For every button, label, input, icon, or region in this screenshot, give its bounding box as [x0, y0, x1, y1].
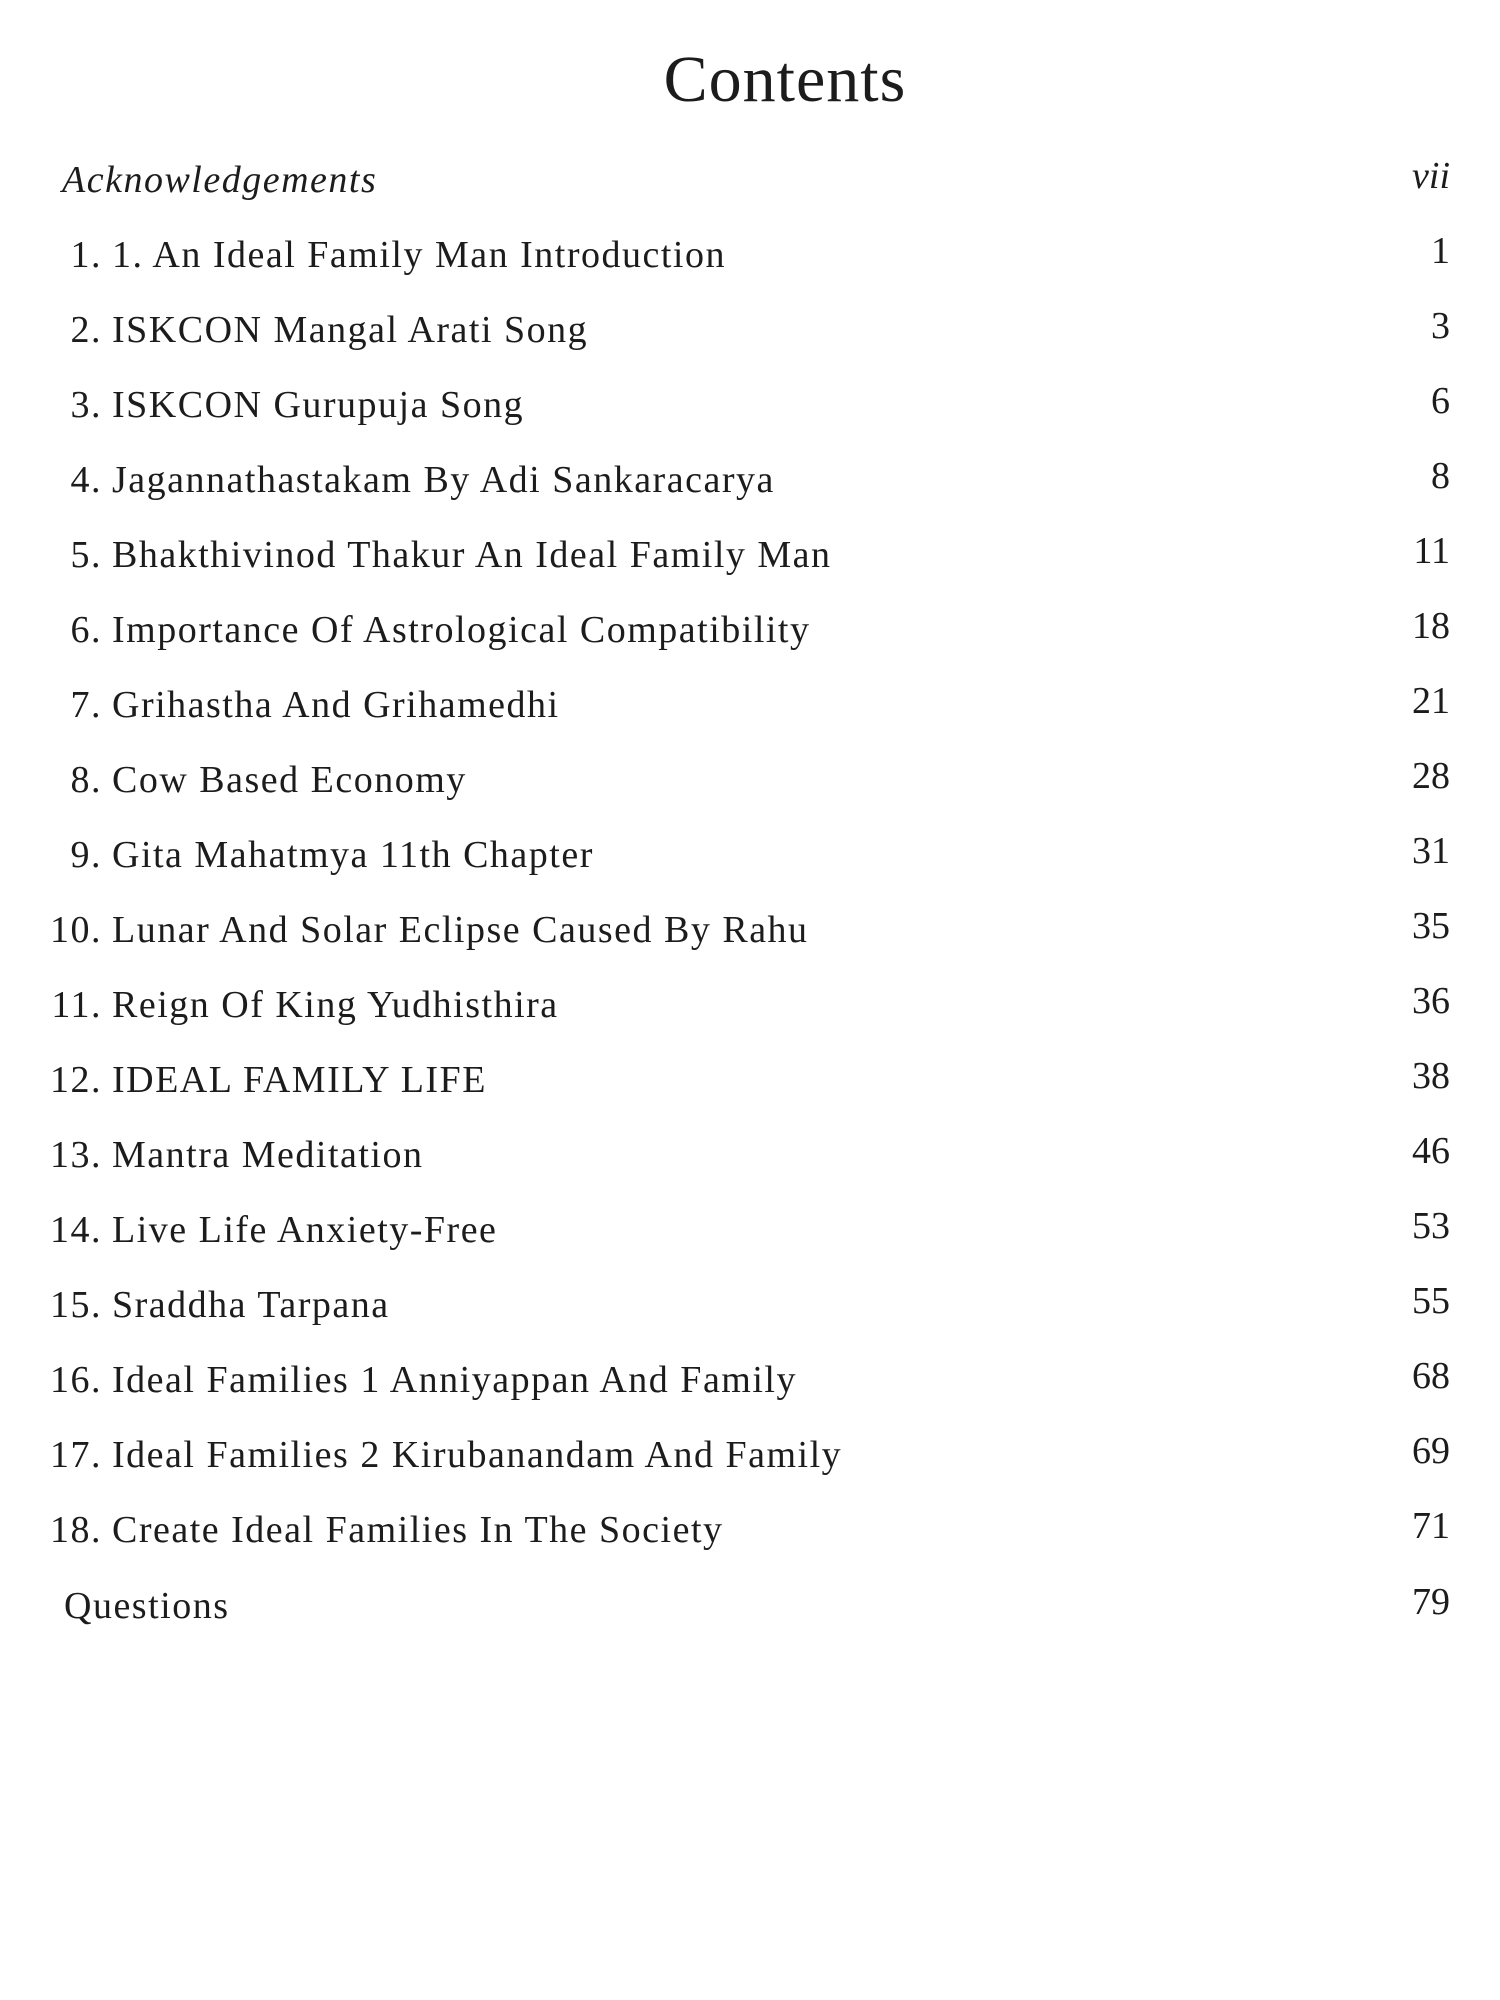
toc-title: Live Life Anxiety-Free: [112, 1209, 498, 1251]
toc-number: 17.: [50, 1434, 102, 1476]
toc-number: 7.: [70, 684, 102, 726]
toc-row-acknowledgements[interactable]: [0, 155, 1500, 218]
toc-page-number: 46: [1412, 1130, 1450, 1172]
toc-title: IDEAL FAMILY LIFE: [112, 1059, 487, 1101]
toc-number: 3.: [70, 384, 102, 426]
toc-number: 4.: [70, 459, 102, 501]
toc-number: 6.: [70, 609, 102, 651]
toc-row[interactable]: [0, 305, 1500, 368]
toc-page-number: 3: [1431, 305, 1450, 347]
toc-label: Questions: [64, 1585, 230, 1627]
toc-number: 13.: [50, 1134, 102, 1176]
toc-row[interactable]: [0, 1130, 1500, 1193]
toc-row[interactable]: [0, 230, 1500, 293]
toc-page-number: 69: [1412, 1430, 1450, 1472]
toc-page-number: 55: [1412, 1280, 1450, 1322]
toc-page-number: 68: [1412, 1355, 1450, 1397]
toc-title: Ideal Families 1 Anniyappan And Family: [112, 1359, 797, 1401]
toc-row[interactable]: [0, 530, 1500, 593]
toc-title: 1. An Ideal Family Man Introduction: [112, 234, 726, 276]
toc-page-number: 38: [1412, 1055, 1450, 1097]
toc-number: 18.: [50, 1509, 102, 1551]
toc-title: Ideal Families 2 Kirubanandam And Family: [112, 1434, 843, 1476]
toc-row[interactable]: [0, 1355, 1500, 1418]
toc-row[interactable]: [0, 455, 1500, 518]
toc-row[interactable]: [0, 1505, 1500, 1568]
page-title: Contents: [663, 43, 907, 116]
toc-row[interactable]: [0, 980, 1500, 1043]
toc-number: 8.: [70, 759, 102, 801]
toc-row-questions[interactable]: [0, 1581, 1500, 1644]
toc-number: 16.: [50, 1359, 102, 1401]
toc-row[interactable]: [0, 380, 1500, 443]
toc-page-number: 53: [1412, 1205, 1450, 1247]
toc-title: ISKCON Mangal Arati Song: [112, 309, 589, 351]
toc-title: Jagannathastakam By Adi Sankaracarya: [112, 459, 775, 501]
toc-page-number: 18: [1412, 605, 1450, 647]
toc-title: Lunar And Solar Eclipse Caused By Rahu: [112, 909, 809, 951]
toc-label: Acknowledgements: [62, 159, 378, 201]
toc-number: 5.: [70, 534, 102, 576]
toc-page-number: 8: [1431, 455, 1450, 497]
toc-page-number: 11: [1413, 530, 1450, 572]
toc-title: Grihastha And Grihamedhi: [112, 684, 560, 726]
toc-page-number: 31: [1412, 830, 1450, 872]
toc-title: Bhakthivinod Thakur An Ideal Family Man: [112, 534, 832, 576]
toc-row[interactable]: [0, 830, 1500, 893]
toc-title: Importance Of Astrological Compatibility: [112, 609, 811, 651]
toc-number: 12.: [50, 1059, 102, 1101]
toc-number: 2.: [70, 309, 102, 351]
toc-row[interactable]: [0, 755, 1500, 818]
toc-page-number: 35: [1412, 905, 1450, 947]
toc-page-number: 71: [1412, 1505, 1450, 1547]
toc-title: Reign Of King Yudhisthira: [112, 984, 559, 1026]
toc-title: Cow Based Economy: [112, 759, 467, 801]
toc-page-number: 6: [1431, 380, 1450, 422]
toc-page-number: 1: [1431, 230, 1450, 272]
toc-page-number: 21: [1412, 680, 1450, 722]
toc-number: 10.: [50, 909, 102, 951]
toc-row[interactable]: [0, 605, 1500, 668]
toc-row[interactable]: [0, 1280, 1500, 1343]
toc-page-number: 36: [1412, 980, 1450, 1022]
toc-row[interactable]: [0, 905, 1500, 968]
toc-row[interactable]: [0, 680, 1500, 743]
toc-number: 1.: [70, 234, 102, 276]
toc-title: Gita Mahatmya 11th Chapter: [112, 834, 594, 876]
toc-row[interactable]: [0, 1430, 1500, 1493]
toc-row[interactable]: [0, 1055, 1500, 1118]
toc-title: Sraddha Tarpana: [112, 1284, 390, 1326]
toc-number: 14.: [50, 1209, 102, 1251]
toc-title: ISKCON Gurupuja Song: [112, 384, 525, 426]
toc-row[interactable]: [0, 1205, 1500, 1268]
toc-page-number: vii: [1412, 155, 1450, 197]
toc-title: Create Ideal Families In The Society: [112, 1509, 724, 1551]
toc-title: Mantra Meditation: [112, 1134, 424, 1176]
toc-page-number: 28: [1412, 755, 1450, 797]
toc-number: 11.: [51, 984, 102, 1026]
toc-number: 9.: [70, 834, 102, 876]
toc-page-number: 79: [1412, 1581, 1450, 1623]
toc-number: 15.: [50, 1284, 102, 1326]
